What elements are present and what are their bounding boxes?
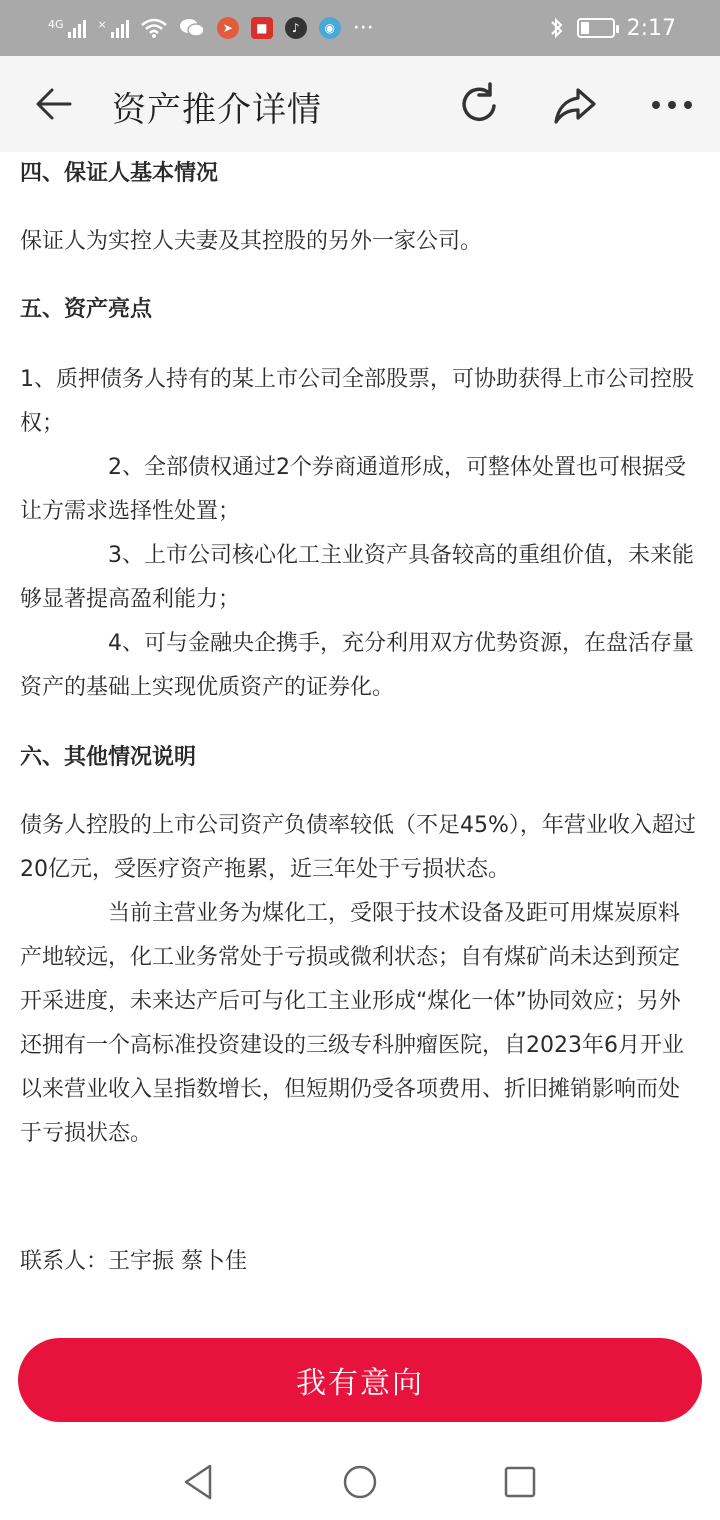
cta-area (0, 1320, 720, 1440)
page-title: 资产推介详情 (112, 90, 322, 130)
back-button[interactable] (34, 84, 74, 124)
interest-button[interactable]: 我有意向 (18, 1338, 702, 1422)
refresh-button[interactable] (456, 82, 502, 128)
other-paragraph-1: 债务人控股的上市公司资产负债率较低（不足45%），年营业收入超过20亿元，受医疗资产拖累，近三年处于亏损状态。 (20, 813, 696, 882)
mobile-app-icon: ◉ (319, 17, 341, 39)
app-header (0, 56, 720, 152)
highlight-item-2: 2、全部债权通过2个券商通道形成，可整体处置也可根据受让方需求选择性处置； (20, 455, 686, 524)
section-heading-other: 六、其他情况说明 (20, 745, 197, 770)
section-heading-guarantor: 四、保证人基本情况 (20, 161, 219, 186)
nav-recents-button[interactable] (500, 1462, 540, 1502)
highlight-item-1: 1、质押债务人持有的某上市公司全部股票，可协助获得上市公司控股权； (20, 367, 694, 436)
guarantor-paragraph: 保证人为实控人夫妻及其控股的另外一家公司。 (20, 229, 483, 254)
no-signal-label: × (97, 18, 107, 31)
clock: 2:17 (626, 15, 676, 41)
status-right (549, 16, 676, 41)
other-paragraph-2: 当前主营业务为煤化工，受限于技术设备及距可用煤炭原料产地较远，化工业务常处于亏损或微利状态；自有煤矿尚未达到预定开采进度，未来达产后可与化工主业形成“煤化一体”协同效应；另外还拥有一个高标准投资建设的三级专科肿瘤医院，自2023年6月开业以来营业收入呈指数增长，但短期仍受各项费用、折旧摊销影响而处于亏损状态。 (20, 901, 684, 1146)
article-content (0, 152, 720, 1320)
app-notification-icon: ➤ (217, 17, 239, 39)
highlight-item-3: 3、上市公司核心化工主业资产具备较高的重组价值，未来能够显著提高盈利能力； (20, 543, 694, 612)
signal-icon-2 (98, 18, 129, 38)
system-nav-bar (0, 1440, 720, 1520)
share-button[interactable] (552, 82, 598, 128)
status-bar (0, 0, 720, 56)
more-notifications-indicator: ··· (352, 15, 374, 41)
highlight-item-4: 4、可与金融央企携手，充分利用双方优势资源，在盘活存量资产的基础上实现优质资产的证券化。 (20, 631, 694, 700)
news-app-icon: ■ (251, 17, 273, 39)
wifi-icon (141, 18, 167, 38)
section-heading-highlights: 五、资产亮点 (20, 297, 153, 322)
nav-back-button[interactable] (180, 1462, 220, 1502)
battery-icon (577, 18, 615, 38)
more-options-button[interactable] (650, 82, 694, 128)
contact-line: 联系人：王宇振 蔡卜佳 (20, 1249, 247, 1274)
wechat-icon (179, 17, 205, 39)
tiktok-icon: ♪ (285, 17, 307, 39)
bluetooth-icon (549, 16, 565, 40)
signal-icon (48, 18, 86, 38)
status-left (48, 16, 374, 41)
nav-home-button[interactable] (340, 1462, 380, 1502)
network-type-label: 4G (48, 18, 64, 31)
